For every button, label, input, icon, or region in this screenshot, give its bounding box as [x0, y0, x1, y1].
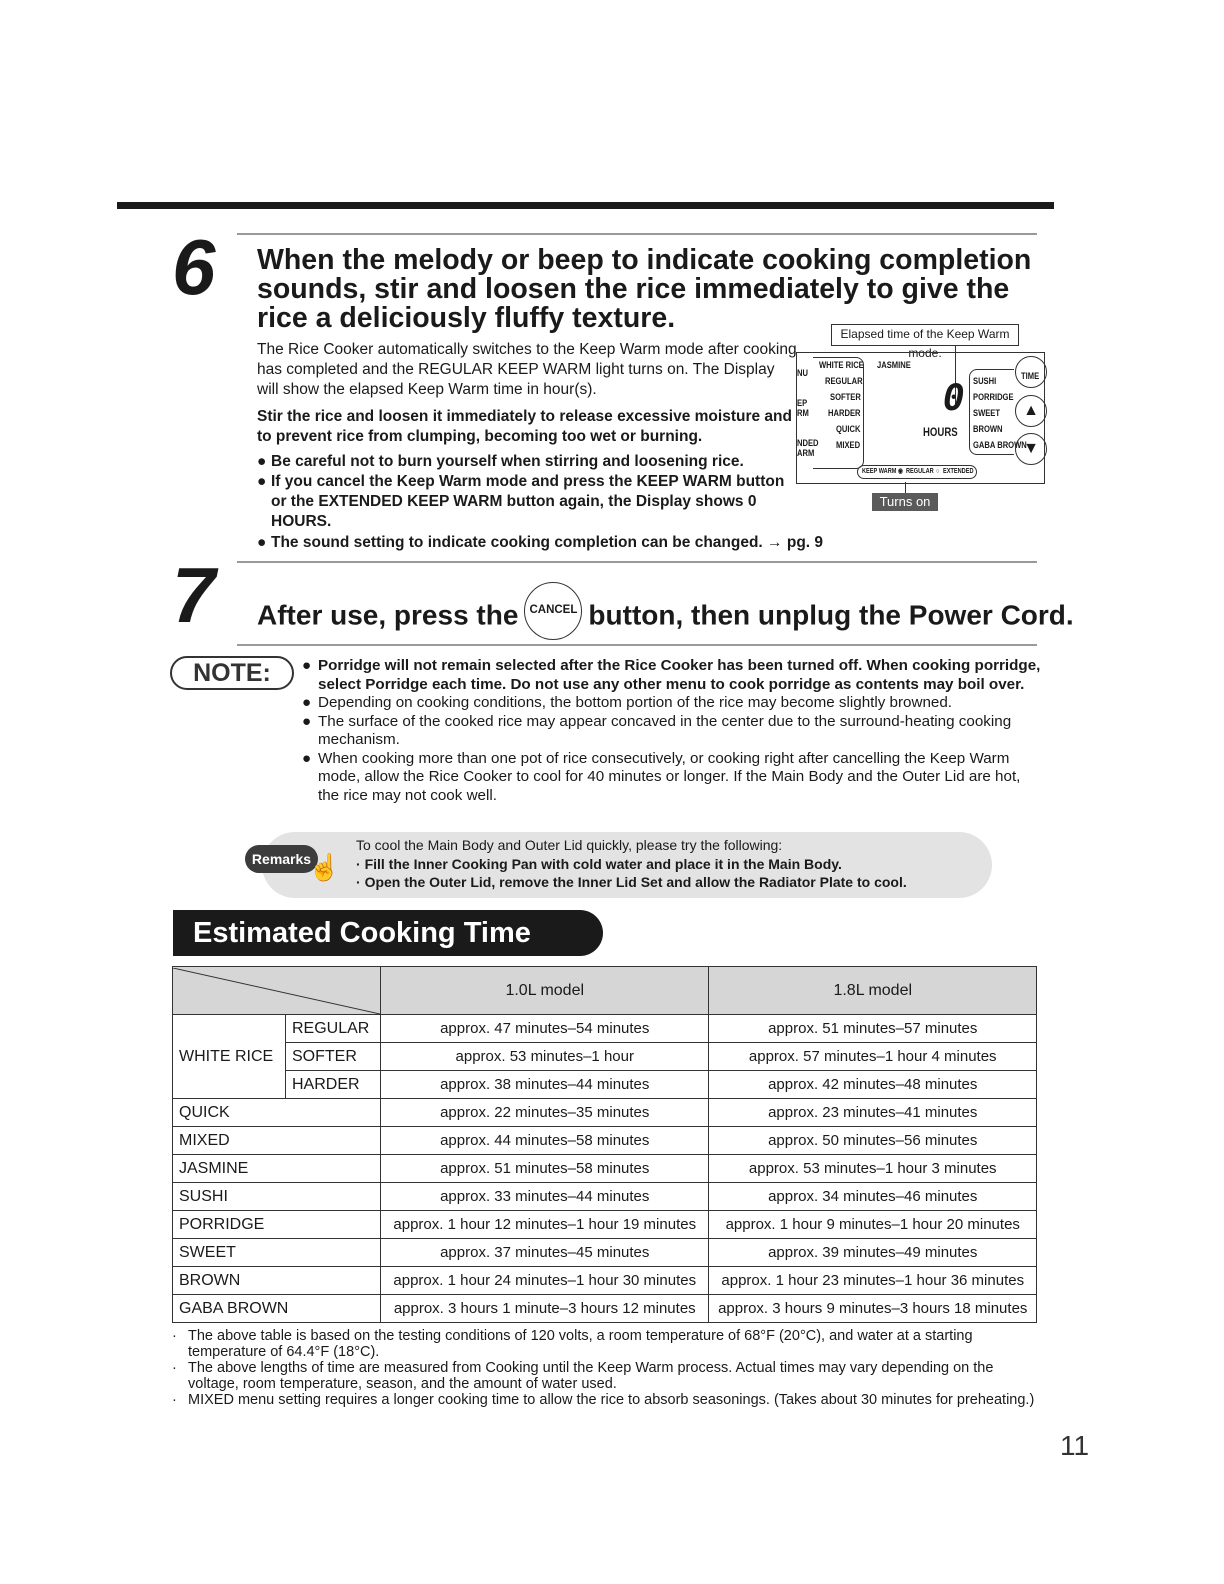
- regular-dot-icon: ◉: [898, 468, 903, 475]
- table-row: [173, 1295, 1037, 1323]
- footnotes: [172, 1328, 1037, 1408]
- page-number: 11: [1060, 1430, 1090, 1461]
- time-cell: approx. 22 minutes–35 minutes: [381, 1099, 709, 1127]
- footnote-item: · The above table is based on the testing conditions of 120 volts, a room temperature of 68°F (20°C), and water at a starting temperature of 64.4°F (18°C).: [172, 1328, 973, 1360]
- time-cell: approx. 23 minutes–41 minutes: [709, 1099, 1037, 1127]
- top-rule: [117, 202, 1054, 209]
- step6-bullet-sound: [257, 533, 1017, 553]
- turns-on-label: Turns on: [872, 493, 938, 511]
- menu-cell: MIXED: [173, 1127, 381, 1155]
- elapsed-label: Elapsed time of the Keep Warm mode.: [831, 324, 1019, 346]
- remarks-item: · Open the Outer Lid, remove the Inner Lid Set and allow the Radiator Plate to cool.: [356, 874, 907, 890]
- remarks-intro: To cool the Main Body and Outer Lid quickly, please try the following:: [356, 837, 783, 853]
- display-fragment: EP: [797, 398, 808, 409]
- step6-rule: [237, 233, 1037, 235]
- step7-rule: [237, 561, 1037, 563]
- display-fragment: RM: [797, 408, 809, 419]
- menu-white-rice: WHITE RICE: [819, 360, 864, 371]
- footnote-item: · The above lengths of time are measured from Cooking until the Keep Warm process. Actual times may vary depending on the voltage, room temperature, season, and the amount of water used.: [172, 1360, 994, 1392]
- menu-cell: PORRIDGE: [173, 1211, 381, 1239]
- note-list: [302, 657, 1042, 805]
- section-title: Estimated Cooking Time: [173, 910, 603, 956]
- menu-sushi: SUSHI: [973, 376, 997, 387]
- menu-gaba-brown: GABA BROWN: [973, 440, 1027, 451]
- menu-cell: QUICK: [173, 1099, 381, 1127]
- step7-text-before: After use, press the: [257, 599, 519, 631]
- time-cell: approx. 38 minutes–44 minutes: [381, 1071, 709, 1099]
- keepwarm-bar: KEEP WARM ◉ REGULAR ○ EXTENDED: [857, 465, 977, 479]
- remarks-item: · Fill the Inner Cooking Pan with cold water and place it in the Main Body.: [356, 855, 842, 872]
- submenu-cell: HARDER: [286, 1071, 381, 1099]
- bullet-item: ● The sound setting to indicate cooking completion can be changed. → pg. 9: [257, 534, 824, 551]
- extended-dot-icon: ○: [936, 468, 940, 475]
- bullet-item: ● If you cancel the Keep Warm mode and press the KEEP WARM button or the EXTENDED KEEP WARM button again, the Display shows 0 HOURS.: [257, 473, 785, 530]
- menu-cell: WHITE RICE: [173, 1015, 286, 1099]
- time-cell: approx. 39 minutes–49 minutes: [709, 1239, 1037, 1267]
- step6-number: 6: [172, 223, 216, 311]
- time-cell: approx. 50 minutes–56 minutes: [709, 1127, 1037, 1155]
- time-cell: approx. 57 minutes–1 hour 4 minutes: [709, 1043, 1037, 1071]
- up-arrow-icon: ▲: [1015, 395, 1047, 427]
- time-cell: approx. 3 hours 1 minute–3 hours 12 minutes: [381, 1295, 709, 1323]
- display-hours: HOURS: [923, 425, 958, 439]
- pointing-hand-icon: ☝: [308, 852, 341, 882]
- down-arrow-icon: ▼: [1015, 433, 1047, 465]
- step7-heading: [257, 588, 1074, 646]
- menu-cell: SUSHI: [173, 1183, 381, 1211]
- menu-sweet: SWEET: [973, 408, 1001, 419]
- menu-harder: HARDER: [828, 408, 861, 419]
- time-cell: approx. 1 hour 9 minutes–1 hour 20 minutes: [709, 1211, 1037, 1239]
- table-row: [173, 1071, 1037, 1099]
- table-corner: [173, 967, 381, 1015]
- step6-para2: Stir the rice and loosen it immediately to release excessive moisture and to prevent rice from clumping, becoming too wet or burning.: [257, 408, 792, 445]
- menu-jasmine: JASMINE: [877, 360, 911, 371]
- time-cell: approx. 1 hour 23 minutes–1 hour 36 minutes: [709, 1267, 1037, 1295]
- time-cell: approx. 1 hour 24 minutes–1 hour 30 minutes: [381, 1267, 709, 1295]
- menu-mixed: MIXED: [836, 440, 861, 451]
- menu-brown: BROWN: [973, 424, 1003, 435]
- footnote-item: · MIXED menu setting requires a longer cooking time to allow the rice to absorb seasonings. (Takes about 30 minutes for preheating.): [172, 1392, 1035, 1408]
- cancel-button-icon: CANCEL: [524, 582, 582, 640]
- step6-bullets: [257, 452, 797, 532]
- header-1l: 1.0L model: [381, 967, 709, 1015]
- menu-regular: REGULAR: [825, 376, 863, 387]
- step7-text-after: button, then unplug the Power Cord.: [588, 599, 1074, 631]
- remarks-badge: Remarks: [245, 845, 318, 873]
- time-cell: approx. 42 minutes–48 minutes: [709, 1071, 1037, 1099]
- step6-body: [257, 340, 797, 447]
- submenu-cell: SOFTER: [286, 1043, 381, 1071]
- time-cell: approx. 53 minutes–1 hour: [381, 1043, 709, 1071]
- table-row: [173, 1127, 1037, 1155]
- note-item: ● When cooking more than one pot of rice consecutively, or cooking right after cancelling the Keep Warm mode, allow the Rice Cooker to cool for 40 minutes or longer. If the Main Body and the Outer Lid are hot, the rice may not cook well.: [302, 749, 1021, 804]
- time-label: TIME: [1021, 371, 1040, 382]
- table-row: [173, 1099, 1037, 1127]
- step6-heading: When the melody or beep to indicate cooking completion sounds, stir and loosen the rice immediately to give the rice a deliciously fluffy texture.: [257, 244, 1032, 334]
- menu-softer: SOFTER: [830, 392, 861, 403]
- menu-cell: BROWN: [173, 1267, 381, 1295]
- time-cell: approx. 34 minutes–46 minutes: [709, 1183, 1037, 1211]
- time-cell: approx. 47 minutes–54 minutes: [381, 1015, 709, 1043]
- table-row: [173, 1239, 1037, 1267]
- time-cell: approx. 51 minutes–57 minutes: [709, 1015, 1037, 1043]
- display-digit: 0: [943, 378, 965, 419]
- menu-quick: QUICK: [836, 424, 861, 435]
- note-item: ● The surface of the cooked rice may appear concaved in the center due to the surround-heating cooking mechanism.: [302, 712, 1012, 748]
- menu-porridge: PORRIDGE: [973, 392, 1014, 403]
- time-cell: approx. 53 minutes–1 hour 3 minutes: [709, 1155, 1037, 1183]
- bullet-item: ● Be careful not to burn yourself when stirring and loosening rice.: [257, 453, 744, 470]
- display-fragment: NDED: [797, 438, 819, 449]
- time-cell: approx. 44 minutes–58 minutes: [381, 1127, 709, 1155]
- menu-cell: SWEET: [173, 1239, 381, 1267]
- display-fragment: NU: [797, 368, 808, 379]
- table-row: [173, 1015, 1037, 1043]
- table-row: [173, 1211, 1037, 1239]
- table-row: [173, 1155, 1037, 1183]
- step7-bottom-rule: [237, 644, 1037, 646]
- note-item: ● Depending on cooking conditions, the bottom portion of the rice may become slightly browned.: [302, 694, 953, 711]
- header-18l: 1.8L model: [709, 967, 1037, 1015]
- table-row: [173, 1183, 1037, 1211]
- table-row: [173, 1043, 1037, 1071]
- time-cell: approx. 3 hours 9 minutes–3 hours 18 minutes: [709, 1295, 1037, 1323]
- remarks-text: [356, 836, 996, 892]
- menu-cell: GABA BROWN: [173, 1295, 381, 1323]
- display-fragment: ARM: [797, 448, 815, 459]
- table-header-row: [173, 967, 1037, 1015]
- time-cell: approx. 33 minutes–44 minutes: [381, 1183, 709, 1211]
- menu-cell: JASMINE: [173, 1155, 381, 1183]
- time-cell: approx. 37 minutes–45 minutes: [381, 1239, 709, 1267]
- table-row: [173, 1267, 1037, 1295]
- diagonal-line: [173, 968, 380, 1014]
- time-cell: approx. 51 minutes–58 minutes: [381, 1155, 709, 1183]
- note-item: ● Porridge will not remain selected after the Rice Cooker has been turned off. When cooking porridge, select Porridge each time. Do not use any other menu to cook porridge as contents may boil over.: [302, 657, 1041, 693]
- submenu-cell: REGULAR: [286, 1015, 381, 1043]
- time-cell: approx. 1 hour 12 minutes–1 hour 19 minutes: [381, 1211, 709, 1239]
- step6-para1: The Rice Cooker automatically switches to the Keep Warm mode after cooking has completed and the REGULAR KEEP WARM light turns on. The Display will show the elapsed Keep Warm time in hour(s).: [257, 341, 797, 398]
- note-badge: NOTE:: [170, 656, 294, 690]
- cooking-time-table: [172, 966, 1037, 1323]
- display-panel: [796, 352, 1045, 484]
- step7-number: 7: [172, 551, 216, 639]
